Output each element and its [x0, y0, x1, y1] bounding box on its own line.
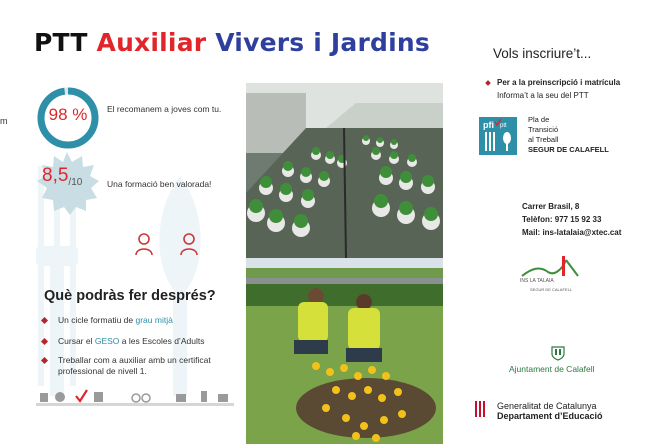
pfi-line1: Pla de: [528, 115, 550, 124]
after-item-2: [40, 336, 230, 347]
calafell-crest-icon: [550, 345, 566, 361]
generalitat-line2: Departament d’Educació: [497, 411, 603, 421]
contact-mail: Mail: ins-latalaia@xtec.cat: [522, 228, 622, 237]
score-caption: Una formació ben valorada!: [107, 179, 212, 189]
greenhouse-photo: [246, 83, 443, 258]
page-title: [34, 28, 430, 57]
signup-heading: Vols inscriure’t...: [493, 46, 592, 61]
signup-bullet-line2: Informa’t a la seu del PTT: [497, 91, 589, 100]
after-item-1-text: Un cicle formatiu de: [58, 315, 136, 325]
pfi-logo-text: pfi: [483, 120, 494, 130]
edge-fragment-text: m: [0, 116, 8, 126]
title-vivers: Vivers i Jardins: [215, 28, 430, 57]
score-number: 8,5: [42, 165, 69, 186]
score-denominator: /10: [68, 177, 83, 188]
generalitat-line1: Generalitat de Catalunya: [497, 401, 597, 411]
students-planting-photo: [246, 258, 443, 444]
signup-bullet-line1: Per a la preinscripció i matrícula: [497, 78, 621, 87]
person-icon: [180, 232, 198, 256]
score-value: [42, 165, 82, 188]
contact-phone: Telèfon: 977 15 92 33: [522, 215, 602, 224]
after-heading: Què podràs fer després?: [44, 288, 216, 304]
after-item-1-highlight: grau mitjà: [135, 315, 173, 325]
diamond-bullet-icon: [485, 80, 491, 86]
after-item-1: [40, 315, 230, 326]
ajuntament-name: Ajuntament de Calafell: [509, 364, 595, 374]
pfi-line2: Transició: [528, 125, 559, 134]
after-item-3-text: Treballar com a auxiliar amb un certificat professional de nivell 1.: [58, 355, 211, 376]
person-icon: [135, 232, 153, 256]
talaia-place: SEGUR DE CALAFELL: [530, 287, 573, 292]
after-item-3: [40, 355, 230, 377]
talaia-name: INS LA TALAIA: [520, 278, 554, 284]
after-item-2-highlight: GESO: [94, 336, 120, 346]
after-item-2-suffix: a les Escoles d’Adults: [119, 336, 205, 346]
pfi-logo: [479, 117, 517, 155]
pfi-logo-subtext: ptt: [500, 123, 507, 129]
pfi-line3: al Treball: [528, 135, 559, 144]
contact-block: [522, 200, 621, 239]
pfi-line4: SEGUR DE CALAFELL: [528, 145, 609, 154]
percent-value: 98 %: [48, 105, 88, 124]
contact-address: Carrer Brasil, 8: [522, 202, 580, 211]
percent-caption: El recomanem a joves com tu.: [107, 104, 222, 114]
title-auxiliar: Auxiliar: [96, 28, 207, 57]
activity-icons-strip: [36, 385, 234, 409]
title-ptt: PTT: [34, 28, 88, 57]
pfi-text: [528, 115, 609, 155]
after-item-2-text: Cursar el: [58, 336, 95, 346]
generalitat-flag-icon: [474, 400, 488, 418]
